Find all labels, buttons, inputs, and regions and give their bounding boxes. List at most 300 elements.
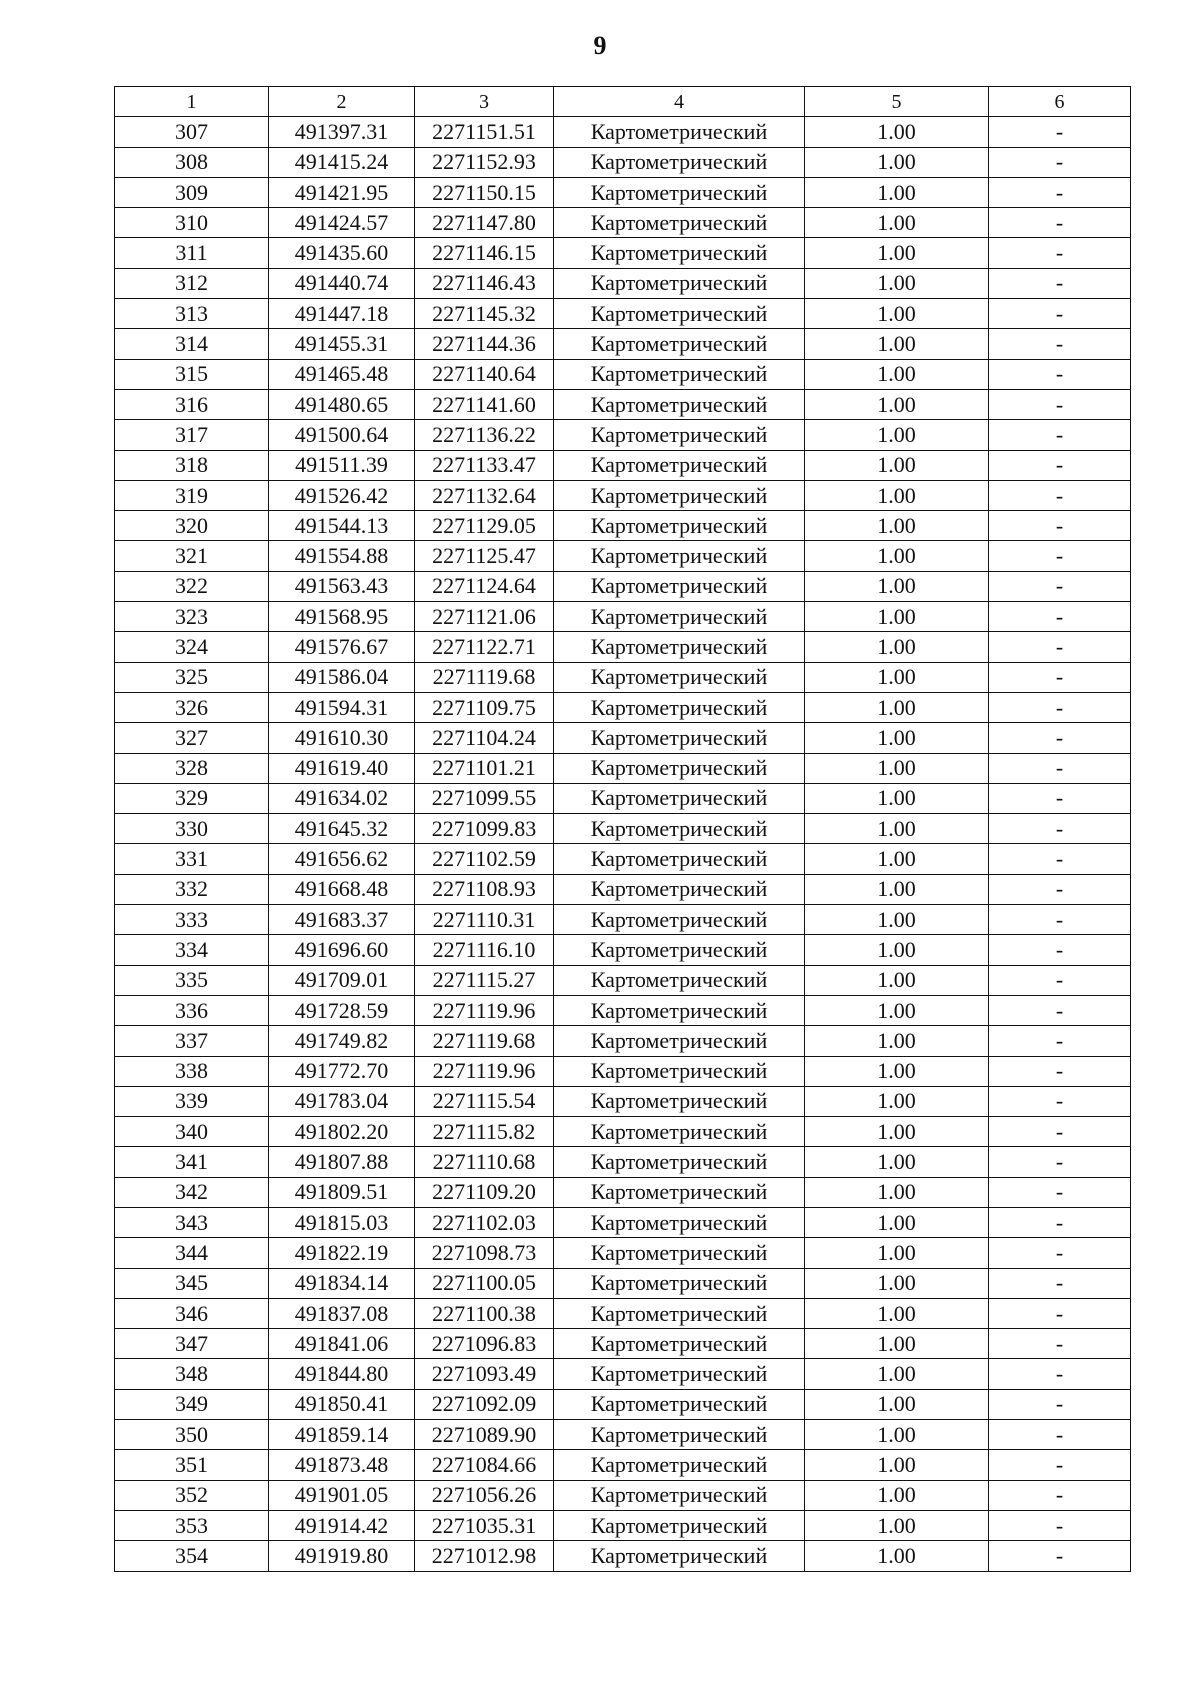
point-number-cell: 347 bbox=[115, 1329, 269, 1359]
accuracy-cell: 1.00 bbox=[805, 571, 989, 601]
x-coordinate-cell: 491859.14 bbox=[269, 1420, 415, 1450]
x-coordinate-cell: 491873.48 bbox=[269, 1450, 415, 1480]
accuracy-cell: 1.00 bbox=[805, 1450, 989, 1480]
table-row bbox=[115, 541, 1131, 571]
accuracy-cell: 1.00 bbox=[805, 208, 989, 238]
accuracy-cell: 1.00 bbox=[805, 299, 989, 329]
y-coordinate-cell: 2271099.83 bbox=[415, 814, 554, 844]
y-coordinate-cell: 2271147.80 bbox=[415, 208, 554, 238]
y-coordinate-cell: 2271110.31 bbox=[415, 905, 554, 935]
table-row bbox=[115, 662, 1131, 692]
accuracy-cell: 1.00 bbox=[805, 905, 989, 935]
y-coordinate-cell: 2271124.64 bbox=[415, 571, 554, 601]
method-cell: Картометрический bbox=[554, 1117, 805, 1147]
point-number-cell: 310 bbox=[115, 208, 269, 238]
y-coordinate-cell: 2271093.49 bbox=[415, 1359, 554, 1389]
y-coordinate-cell: 2271089.90 bbox=[415, 1420, 554, 1450]
point-number-cell: 321 bbox=[115, 541, 269, 571]
method-cell: Картометрический bbox=[554, 935, 805, 965]
note-cell: - bbox=[989, 480, 1131, 510]
x-coordinate-cell: 491914.42 bbox=[269, 1510, 415, 1540]
x-coordinate-cell: 491728.59 bbox=[269, 995, 415, 1025]
x-coordinate-cell: 491619.40 bbox=[269, 753, 415, 783]
note-cell: - bbox=[989, 874, 1131, 904]
accuracy-cell: 1.00 bbox=[805, 723, 989, 753]
point-number-cell: 341 bbox=[115, 1147, 269, 1177]
point-number-cell: 319 bbox=[115, 480, 269, 510]
table-header-row bbox=[115, 87, 1131, 117]
accuracy-cell: 1.00 bbox=[805, 117, 989, 147]
table-row bbox=[115, 1117, 1131, 1147]
note-cell: - bbox=[989, 1541, 1131, 1571]
y-coordinate-cell: 2271092.09 bbox=[415, 1389, 554, 1419]
method-cell: Картометрический bbox=[554, 208, 805, 238]
point-number-cell: 344 bbox=[115, 1238, 269, 1268]
x-coordinate-cell: 491783.04 bbox=[269, 1086, 415, 1116]
point-number-cell: 353 bbox=[115, 1510, 269, 1540]
table-row bbox=[115, 1056, 1131, 1086]
y-coordinate-cell: 2271116.10 bbox=[415, 935, 554, 965]
column-header-2: 2 bbox=[269, 87, 415, 117]
y-coordinate-cell: 2271145.32 bbox=[415, 299, 554, 329]
y-coordinate-cell: 2271100.38 bbox=[415, 1298, 554, 1328]
table-row bbox=[115, 1420, 1131, 1450]
point-number-cell: 340 bbox=[115, 1117, 269, 1147]
note-cell: - bbox=[989, 147, 1131, 177]
point-number-cell: 350 bbox=[115, 1420, 269, 1450]
x-coordinate-cell: 491500.64 bbox=[269, 420, 415, 450]
note-cell: - bbox=[989, 117, 1131, 147]
y-coordinate-cell: 2271144.36 bbox=[415, 329, 554, 359]
table-row bbox=[115, 450, 1131, 480]
x-coordinate-cell: 491610.30 bbox=[269, 723, 415, 753]
point-number-cell: 343 bbox=[115, 1207, 269, 1237]
note-cell: - bbox=[989, 450, 1131, 480]
method-cell: Картометрический bbox=[554, 450, 805, 480]
accuracy-cell: 1.00 bbox=[805, 389, 989, 419]
accuracy-cell: 1.00 bbox=[805, 511, 989, 541]
x-coordinate-cell: 491440.74 bbox=[269, 268, 415, 298]
method-cell: Картометрический bbox=[554, 602, 805, 632]
table-row bbox=[115, 1510, 1131, 1540]
x-coordinate-cell: 491815.03 bbox=[269, 1207, 415, 1237]
accuracy-cell: 1.00 bbox=[805, 450, 989, 480]
note-cell: - bbox=[989, 1450, 1131, 1480]
point-number-cell: 328 bbox=[115, 753, 269, 783]
note-cell: - bbox=[989, 723, 1131, 753]
table-row bbox=[115, 359, 1131, 389]
x-coordinate-cell: 491834.14 bbox=[269, 1268, 415, 1298]
method-cell: Картометрический bbox=[554, 1389, 805, 1419]
table-row bbox=[115, 1268, 1131, 1298]
note-cell: - bbox=[989, 1117, 1131, 1147]
accuracy-cell: 1.00 bbox=[805, 965, 989, 995]
method-cell: Картометрический bbox=[554, 1298, 805, 1328]
accuracy-cell: 1.00 bbox=[805, 541, 989, 571]
x-coordinate-cell: 491415.24 bbox=[269, 147, 415, 177]
method-cell: Картометрический bbox=[554, 1480, 805, 1510]
method-cell: Картометрический bbox=[554, 511, 805, 541]
note-cell: - bbox=[989, 965, 1131, 995]
note-cell: - bbox=[989, 329, 1131, 359]
table-row bbox=[115, 480, 1131, 510]
accuracy-cell: 1.00 bbox=[805, 814, 989, 844]
y-coordinate-cell: 2271109.75 bbox=[415, 692, 554, 722]
y-coordinate-cell: 2271146.43 bbox=[415, 268, 554, 298]
method-cell: Картометрический bbox=[554, 905, 805, 935]
table-row bbox=[115, 1147, 1131, 1177]
table-row bbox=[115, 753, 1131, 783]
accuracy-cell: 1.00 bbox=[805, 632, 989, 662]
note-cell: - bbox=[989, 1359, 1131, 1389]
x-coordinate-cell: 491837.08 bbox=[269, 1298, 415, 1328]
note-cell: - bbox=[989, 1026, 1131, 1056]
method-cell: Картометрический bbox=[554, 692, 805, 722]
table-row bbox=[115, 632, 1131, 662]
accuracy-cell: 1.00 bbox=[805, 1420, 989, 1450]
accuracy-cell: 1.00 bbox=[805, 602, 989, 632]
point-number-cell: 338 bbox=[115, 1056, 269, 1086]
point-number-cell: 326 bbox=[115, 692, 269, 722]
method-cell: Картометрический bbox=[554, 995, 805, 1025]
note-cell: - bbox=[989, 783, 1131, 813]
note-cell: - bbox=[989, 1298, 1131, 1328]
table-row bbox=[115, 1480, 1131, 1510]
point-number-cell: 308 bbox=[115, 147, 269, 177]
note-cell: - bbox=[989, 389, 1131, 419]
accuracy-cell: 1.00 bbox=[805, 480, 989, 510]
note-cell: - bbox=[989, 238, 1131, 268]
table-row bbox=[115, 1238, 1131, 1268]
accuracy-cell: 1.00 bbox=[805, 177, 989, 207]
table-row bbox=[115, 420, 1131, 450]
table-row bbox=[115, 1177, 1131, 1207]
method-cell: Картометрический bbox=[554, 420, 805, 450]
y-coordinate-cell: 2271133.47 bbox=[415, 450, 554, 480]
point-number-cell: 324 bbox=[115, 632, 269, 662]
point-number-cell: 311 bbox=[115, 238, 269, 268]
accuracy-cell: 1.00 bbox=[805, 1359, 989, 1389]
note-cell: - bbox=[989, 632, 1131, 662]
y-coordinate-cell: 2271115.27 bbox=[415, 965, 554, 995]
x-coordinate-cell: 491822.19 bbox=[269, 1238, 415, 1268]
note-cell: - bbox=[989, 1510, 1131, 1540]
accuracy-cell: 1.00 bbox=[805, 692, 989, 722]
y-coordinate-cell: 2271099.55 bbox=[415, 783, 554, 813]
note-cell: - bbox=[989, 1147, 1131, 1177]
note-cell: - bbox=[989, 1268, 1131, 1298]
table-row bbox=[115, 1359, 1131, 1389]
accuracy-cell: 1.00 bbox=[805, 844, 989, 874]
point-number-cell: 318 bbox=[115, 450, 269, 480]
accuracy-cell: 1.00 bbox=[805, 359, 989, 389]
accuracy-cell: 1.00 bbox=[805, 662, 989, 692]
method-cell: Картометрический bbox=[554, 329, 805, 359]
accuracy-cell: 1.00 bbox=[805, 1207, 989, 1237]
y-coordinate-cell: 2271096.83 bbox=[415, 1329, 554, 1359]
method-cell: Картометрический bbox=[554, 1026, 805, 1056]
method-cell: Картометрический bbox=[554, 1450, 805, 1480]
accuracy-cell: 1.00 bbox=[805, 1056, 989, 1086]
point-number-cell: 327 bbox=[115, 723, 269, 753]
x-coordinate-cell: 491645.32 bbox=[269, 814, 415, 844]
x-coordinate-cell: 491772.70 bbox=[269, 1056, 415, 1086]
method-cell: Картометрический bbox=[554, 238, 805, 268]
y-coordinate-cell: 2271104.24 bbox=[415, 723, 554, 753]
table-row bbox=[115, 571, 1131, 601]
y-coordinate-cell: 2271146.15 bbox=[415, 238, 554, 268]
note-cell: - bbox=[989, 511, 1131, 541]
y-coordinate-cell: 2271110.68 bbox=[415, 1147, 554, 1177]
accuracy-cell: 1.00 bbox=[805, 1298, 989, 1328]
table-row bbox=[115, 511, 1131, 541]
table-row bbox=[115, 1086, 1131, 1116]
accuracy-cell: 1.00 bbox=[805, 1117, 989, 1147]
method-cell: Картометрический bbox=[554, 1207, 805, 1237]
x-coordinate-cell: 491421.95 bbox=[269, 177, 415, 207]
y-coordinate-cell: 2271102.59 bbox=[415, 844, 554, 874]
note-cell: - bbox=[989, 1238, 1131, 1268]
point-number-cell: 329 bbox=[115, 783, 269, 813]
accuracy-cell: 1.00 bbox=[805, 268, 989, 298]
note-cell: - bbox=[989, 1389, 1131, 1419]
accuracy-cell: 1.00 bbox=[805, 147, 989, 177]
y-coordinate-cell: 2271035.31 bbox=[415, 1510, 554, 1540]
y-coordinate-cell: 2271152.93 bbox=[415, 147, 554, 177]
accuracy-cell: 1.00 bbox=[805, 1147, 989, 1177]
y-coordinate-cell: 2271150.15 bbox=[415, 177, 554, 207]
method-cell: Картометрический bbox=[554, 571, 805, 601]
x-coordinate-cell: 491709.01 bbox=[269, 965, 415, 995]
method-cell: Картометрический bbox=[554, 783, 805, 813]
note-cell: - bbox=[989, 1420, 1131, 1450]
y-coordinate-cell: 2271136.22 bbox=[415, 420, 554, 450]
note-cell: - bbox=[989, 541, 1131, 571]
method-cell: Картометрический bbox=[554, 299, 805, 329]
x-coordinate-cell: 491807.88 bbox=[269, 1147, 415, 1177]
table-row bbox=[115, 177, 1131, 207]
note-cell: - bbox=[989, 692, 1131, 722]
x-coordinate-cell: 491634.02 bbox=[269, 783, 415, 813]
y-coordinate-cell: 2271102.03 bbox=[415, 1207, 554, 1237]
accuracy-cell: 1.00 bbox=[805, 874, 989, 904]
y-coordinate-cell: 2271098.73 bbox=[415, 1238, 554, 1268]
point-number-cell: 322 bbox=[115, 571, 269, 601]
note-cell: - bbox=[989, 299, 1131, 329]
method-cell: Картометрический bbox=[554, 753, 805, 783]
column-header-5: 5 bbox=[805, 87, 989, 117]
point-number-cell: 346 bbox=[115, 1298, 269, 1328]
point-number-cell: 307 bbox=[115, 117, 269, 147]
method-cell: Картометрический bbox=[554, 1238, 805, 1268]
method-cell: Картометрический bbox=[554, 1147, 805, 1177]
table-row bbox=[115, 1389, 1131, 1419]
table-row bbox=[115, 1298, 1131, 1328]
y-coordinate-cell: 2271119.68 bbox=[415, 1026, 554, 1056]
method-cell: Картометрический bbox=[554, 632, 805, 662]
x-coordinate-cell: 491696.60 bbox=[269, 935, 415, 965]
point-number-cell: 349 bbox=[115, 1389, 269, 1419]
y-coordinate-cell: 2271100.05 bbox=[415, 1268, 554, 1298]
x-coordinate-cell: 491919.80 bbox=[269, 1541, 415, 1571]
method-cell: Картометрический bbox=[554, 541, 805, 571]
accuracy-cell: 1.00 bbox=[805, 995, 989, 1025]
accuracy-cell: 1.00 bbox=[805, 935, 989, 965]
method-cell: Картометрический bbox=[554, 1177, 805, 1207]
method-cell: Картометрический bbox=[554, 844, 805, 874]
x-coordinate-cell: 491844.80 bbox=[269, 1359, 415, 1389]
point-number-cell: 336 bbox=[115, 995, 269, 1025]
table-row bbox=[115, 268, 1131, 298]
note-cell: - bbox=[989, 571, 1131, 601]
y-coordinate-cell: 2271084.66 bbox=[415, 1450, 554, 1480]
x-coordinate-cell: 491683.37 bbox=[269, 905, 415, 935]
method-cell: Картометрический bbox=[554, 1268, 805, 1298]
point-number-cell: 317 bbox=[115, 420, 269, 450]
method-cell: Картометрический bbox=[554, 723, 805, 753]
x-coordinate-cell: 491435.60 bbox=[269, 238, 415, 268]
x-coordinate-cell: 491424.57 bbox=[269, 208, 415, 238]
point-number-cell: 345 bbox=[115, 1268, 269, 1298]
x-coordinate-cell: 491480.65 bbox=[269, 389, 415, 419]
table-row bbox=[115, 1026, 1131, 1056]
table-row bbox=[115, 602, 1131, 632]
accuracy-cell: 1.00 bbox=[805, 329, 989, 359]
y-coordinate-cell: 2271121.06 bbox=[415, 602, 554, 632]
y-coordinate-cell: 2271101.21 bbox=[415, 753, 554, 783]
accuracy-cell: 1.00 bbox=[805, 1026, 989, 1056]
y-coordinate-cell: 2271141.60 bbox=[415, 389, 554, 419]
x-coordinate-cell: 491455.31 bbox=[269, 329, 415, 359]
table-row bbox=[115, 1541, 1131, 1571]
method-cell: Картометрический bbox=[554, 1420, 805, 1450]
column-header-1: 1 bbox=[115, 87, 269, 117]
x-coordinate-cell: 491554.88 bbox=[269, 541, 415, 571]
point-number-cell: 337 bbox=[115, 1026, 269, 1056]
accuracy-cell: 1.00 bbox=[805, 1177, 989, 1207]
table-row bbox=[115, 995, 1131, 1025]
column-header-6: 6 bbox=[989, 87, 1131, 117]
point-number-cell: 314 bbox=[115, 329, 269, 359]
x-coordinate-cell: 491568.95 bbox=[269, 602, 415, 632]
accuracy-cell: 1.00 bbox=[805, 1268, 989, 1298]
page-number: 9 bbox=[593, 31, 607, 60]
table-row bbox=[115, 117, 1131, 147]
note-cell: - bbox=[989, 1480, 1131, 1510]
note-cell: - bbox=[989, 1329, 1131, 1359]
table-row bbox=[115, 1329, 1131, 1359]
method-cell: Картометрический bbox=[554, 1086, 805, 1116]
accuracy-cell: 1.00 bbox=[805, 783, 989, 813]
accuracy-cell: 1.00 bbox=[805, 1086, 989, 1116]
note-cell: - bbox=[989, 753, 1131, 783]
x-coordinate-cell: 491850.41 bbox=[269, 1389, 415, 1419]
method-cell: Картометрический bbox=[554, 177, 805, 207]
note-cell: - bbox=[989, 1177, 1131, 1207]
point-number-cell: 352 bbox=[115, 1480, 269, 1510]
method-cell: Картометрический bbox=[554, 1541, 805, 1571]
y-coordinate-cell: 2271109.20 bbox=[415, 1177, 554, 1207]
x-coordinate-cell: 491576.67 bbox=[269, 632, 415, 662]
note-cell: - bbox=[989, 995, 1131, 1025]
y-coordinate-cell: 2271119.68 bbox=[415, 662, 554, 692]
method-cell: Картометрический bbox=[554, 662, 805, 692]
point-number-cell: 333 bbox=[115, 905, 269, 935]
point-number-cell: 331 bbox=[115, 844, 269, 874]
y-coordinate-cell: 2271140.64 bbox=[415, 359, 554, 389]
x-coordinate-cell: 491563.43 bbox=[269, 571, 415, 601]
method-cell: Картометрический bbox=[554, 1510, 805, 1540]
y-coordinate-cell: 2271119.96 bbox=[415, 995, 554, 1025]
point-number-cell: 323 bbox=[115, 602, 269, 632]
column-header-4: 4 bbox=[554, 87, 805, 117]
accuracy-cell: 1.00 bbox=[805, 238, 989, 268]
note-cell: - bbox=[989, 814, 1131, 844]
note-cell: - bbox=[989, 905, 1131, 935]
table-row bbox=[115, 1207, 1131, 1237]
x-coordinate-cell: 491656.62 bbox=[269, 844, 415, 874]
point-number-cell: 312 bbox=[115, 268, 269, 298]
y-coordinate-cell: 2271119.96 bbox=[415, 1056, 554, 1086]
point-number-cell: 354 bbox=[115, 1541, 269, 1571]
x-coordinate-cell: 491809.51 bbox=[269, 1177, 415, 1207]
y-coordinate-cell: 2271132.64 bbox=[415, 480, 554, 510]
note-cell: - bbox=[989, 662, 1131, 692]
point-number-cell: 320 bbox=[115, 511, 269, 541]
method-cell: Картометрический bbox=[554, 117, 805, 147]
table-row bbox=[115, 208, 1131, 238]
accuracy-cell: 1.00 bbox=[805, 1329, 989, 1359]
coordinates-table bbox=[114, 86, 1131, 1572]
note-cell: - bbox=[989, 935, 1131, 965]
table-row bbox=[115, 844, 1131, 874]
table-row bbox=[115, 874, 1131, 904]
x-coordinate-cell: 491526.42 bbox=[269, 480, 415, 510]
method-cell: Картометрический bbox=[554, 268, 805, 298]
table-row bbox=[115, 329, 1131, 359]
point-number-cell: 348 bbox=[115, 1359, 269, 1389]
x-coordinate-cell: 491465.48 bbox=[269, 359, 415, 389]
accuracy-cell: 1.00 bbox=[805, 1238, 989, 1268]
table-row bbox=[115, 389, 1131, 419]
note-cell: - bbox=[989, 602, 1131, 632]
y-coordinate-cell: 2271056.26 bbox=[415, 1480, 554, 1510]
point-number-cell: 334 bbox=[115, 935, 269, 965]
table-row bbox=[115, 723, 1131, 753]
x-coordinate-cell: 491668.48 bbox=[269, 874, 415, 904]
table-row bbox=[115, 238, 1131, 268]
accuracy-cell: 1.00 bbox=[805, 1480, 989, 1510]
method-cell: Картометрический bbox=[554, 359, 805, 389]
y-coordinate-cell: 2271129.05 bbox=[415, 511, 554, 541]
y-coordinate-cell: 2271122.71 bbox=[415, 632, 554, 662]
table-row bbox=[115, 905, 1131, 935]
point-number-cell: 316 bbox=[115, 389, 269, 419]
note-cell: - bbox=[989, 420, 1131, 450]
table-row bbox=[115, 299, 1131, 329]
table-body bbox=[115, 87, 1131, 1572]
note-cell: - bbox=[989, 268, 1131, 298]
table-row bbox=[115, 935, 1131, 965]
point-number-cell: 339 bbox=[115, 1086, 269, 1116]
x-coordinate-cell: 491901.05 bbox=[269, 1480, 415, 1510]
accuracy-cell: 1.00 bbox=[805, 1541, 989, 1571]
x-coordinate-cell: 491594.31 bbox=[269, 692, 415, 722]
point-number-cell: 309 bbox=[115, 177, 269, 207]
point-number-cell: 342 bbox=[115, 1177, 269, 1207]
method-cell: Картометрический bbox=[554, 147, 805, 177]
x-coordinate-cell: 491586.04 bbox=[269, 662, 415, 692]
